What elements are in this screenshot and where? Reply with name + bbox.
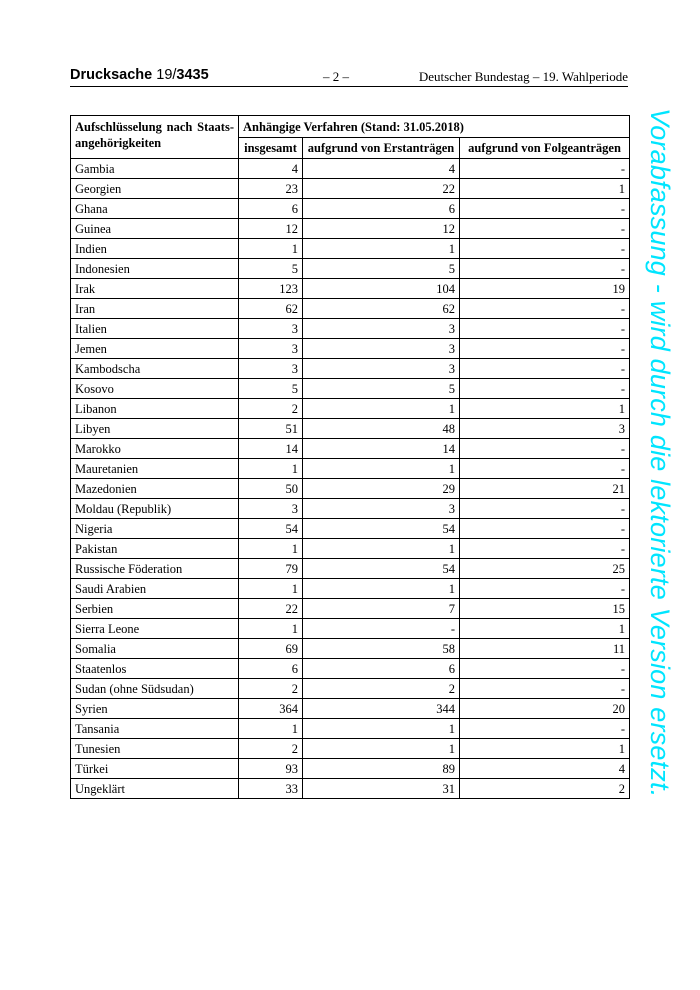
- cell-first: 3: [303, 499, 460, 519]
- table-row: [71, 259, 630, 279]
- cell-country: Syrien: [71, 699, 239, 719]
- table-row: [71, 219, 630, 239]
- cell-country: Iran: [71, 299, 239, 319]
- cell-total: 6: [239, 659, 303, 679]
- cell-follow: 25: [460, 559, 630, 579]
- cell-first: 6: [303, 199, 460, 219]
- table-row: [71, 579, 630, 599]
- cell-first: 2: [303, 679, 460, 699]
- header-follow-up-applications: aufgrund von Folgeanträgen: [460, 138, 630, 159]
- table-row: [71, 679, 630, 699]
- cell-country: Moldau (Republik): [71, 499, 239, 519]
- cell-total: 54: [239, 519, 303, 539]
- cell-country: Libanon: [71, 399, 239, 419]
- table-row: [71, 179, 630, 199]
- cell-follow: -: [460, 539, 630, 559]
- cell-follow: -: [460, 499, 630, 519]
- cell-country: Sudan (ohne Südsudan): [71, 679, 239, 699]
- cell-follow: -: [460, 519, 630, 539]
- table-row: [71, 539, 630, 559]
- cell-follow: 21: [460, 479, 630, 499]
- table-row: [71, 339, 630, 359]
- cell-first: 5: [303, 259, 460, 279]
- table-row: [71, 319, 630, 339]
- cell-first: 1: [303, 399, 460, 419]
- cell-country: Italien: [71, 319, 239, 339]
- cell-first: 1: [303, 239, 460, 259]
- cell-follow: 1: [460, 179, 630, 199]
- cell-follow: -: [460, 579, 630, 599]
- cell-total: 3: [239, 359, 303, 379]
- page-header: [70, 66, 628, 87]
- cell-country: Irak: [71, 279, 239, 299]
- table-row: [71, 459, 630, 479]
- cell-total: 3: [239, 319, 303, 339]
- cell-country: Serbien: [71, 599, 239, 619]
- table-row: [71, 419, 630, 439]
- cell-total: 123: [239, 279, 303, 299]
- cell-total: 6: [239, 199, 303, 219]
- doc-label: Drucksache: [70, 67, 153, 83]
- cell-country: Staatenlos: [71, 659, 239, 679]
- cell-country: Saudi Arabien: [71, 579, 239, 599]
- cell-total: 51: [239, 419, 303, 439]
- cell-country: Libyen: [71, 419, 239, 439]
- cell-follow: -: [460, 259, 630, 279]
- table-row: [71, 159, 630, 179]
- table-row: [71, 519, 630, 539]
- cell-first: 1: [303, 579, 460, 599]
- cell-first: -: [303, 619, 460, 639]
- table-row: [71, 239, 630, 259]
- cell-first: 31: [303, 779, 460, 799]
- cell-follow: -: [460, 459, 630, 479]
- cell-first: 3: [303, 359, 460, 379]
- cell-total: 1: [239, 539, 303, 559]
- cell-total: 79: [239, 559, 303, 579]
- cell-country: Indonesien: [71, 259, 239, 279]
- cell-follow: -: [460, 319, 630, 339]
- cell-follow: -: [460, 679, 630, 699]
- cell-total: 12: [239, 219, 303, 239]
- cell-first: 29: [303, 479, 460, 499]
- cell-follow: 15: [460, 599, 630, 619]
- cell-first: 7: [303, 599, 460, 619]
- table-row: [71, 359, 630, 379]
- table-row: [71, 779, 630, 799]
- cell-total: 1: [239, 459, 303, 479]
- cell-follow: 1: [460, 739, 630, 759]
- cell-total: 2: [239, 399, 303, 419]
- cell-country: Georgien: [71, 179, 239, 199]
- cell-total: 50: [239, 479, 303, 499]
- cell-total: 1: [239, 619, 303, 639]
- cell-first: 12: [303, 219, 460, 239]
- header-pending-proceedings: Anhängige Verfahren (Stand: 31.05.2018): [239, 116, 630, 138]
- cell-first: 344: [303, 699, 460, 719]
- table-row: [71, 279, 630, 299]
- cell-first: 54: [303, 519, 460, 539]
- cell-total: 33: [239, 779, 303, 799]
- cell-follow: -: [460, 659, 630, 679]
- cell-total: 2: [239, 679, 303, 699]
- cell-total: 14: [239, 439, 303, 459]
- cell-first: 54: [303, 559, 460, 579]
- cell-follow: 2: [460, 779, 630, 799]
- cell-total: 93: [239, 759, 303, 779]
- cell-country: Russische Föderation: [71, 559, 239, 579]
- cell-first: 3: [303, 319, 460, 339]
- cell-first: 5: [303, 379, 460, 399]
- cell-total: 23: [239, 179, 303, 199]
- cell-follow: -: [460, 219, 630, 239]
- cell-follow: 11: [460, 639, 630, 659]
- cell-country: Ghana: [71, 199, 239, 219]
- header-total: insgesamt: [239, 138, 303, 159]
- cell-country: Kosovo: [71, 379, 239, 399]
- cell-total: 364: [239, 699, 303, 719]
- table-row: [71, 599, 630, 619]
- draft-watermark: Vorabfassung - wird durch die lektorierte Version ersetzt.: [645, 108, 675, 798]
- cell-total: 2: [239, 739, 303, 759]
- cell-follow: 1: [460, 619, 630, 639]
- cell-country: Tunesien: [71, 739, 239, 759]
- cell-total: 1: [239, 719, 303, 739]
- cell-first: 1: [303, 739, 460, 759]
- cell-country: Kambodscha: [71, 359, 239, 379]
- cell-follow: -: [460, 439, 630, 459]
- cell-follow: -: [460, 719, 630, 739]
- cell-follow: -: [460, 199, 630, 219]
- cell-first: 58: [303, 639, 460, 659]
- cell-country: Marokko: [71, 439, 239, 459]
- cell-follow: 4: [460, 759, 630, 779]
- cell-follow: -: [460, 359, 630, 379]
- cell-first: 48: [303, 419, 460, 439]
- cell-follow: 20: [460, 699, 630, 719]
- cell-total: 4: [239, 159, 303, 179]
- cell-total: 3: [239, 499, 303, 519]
- table-row: [71, 719, 630, 739]
- table-row: [71, 379, 630, 399]
- publisher: Deutscher Bundestag – 19. Wahlperiode: [418, 69, 628, 84]
- cell-country: Tansania: [71, 719, 239, 739]
- cell-first: 1: [303, 719, 460, 739]
- cell-country: Guinea: [71, 219, 239, 239]
- table-row: [71, 399, 630, 419]
- cell-first: 3: [303, 339, 460, 359]
- cell-total: 3: [239, 339, 303, 359]
- cell-first: 6: [303, 659, 460, 679]
- cell-total: 62: [239, 299, 303, 319]
- doc-prefix: 19/: [156, 67, 177, 83]
- cell-country: Indien: [71, 239, 239, 259]
- cell-country: Gambia: [71, 159, 239, 179]
- cell-country: Mauretanien: [71, 459, 239, 479]
- cell-follow: 19: [460, 279, 630, 299]
- header-country: Aufschlüsselung nach Staatsangehörigkeiten: [71, 116, 239, 159]
- table-row: [71, 659, 630, 679]
- cell-total: 22: [239, 599, 303, 619]
- doc-number-value: 3435: [176, 67, 209, 83]
- cell-follow: -: [460, 239, 630, 259]
- table-row: [71, 479, 630, 499]
- cell-follow: 3: [460, 419, 630, 439]
- cell-follow: -: [460, 339, 630, 359]
- proceedings-table: [70, 115, 630, 799]
- cell-country: Türkei: [71, 759, 239, 779]
- table-row: [71, 199, 630, 219]
- cell-country: Jemen: [71, 339, 239, 359]
- cell-total: 1: [239, 239, 303, 259]
- cell-first: 104: [303, 279, 460, 299]
- cell-first: 22: [303, 179, 460, 199]
- table-row: [71, 499, 630, 519]
- cell-follow: -: [460, 379, 630, 399]
- cell-total: 5: [239, 379, 303, 399]
- table-row: [71, 639, 630, 659]
- cell-first: 62: [303, 299, 460, 319]
- cell-first: 1: [303, 539, 460, 559]
- cell-country: Somalia: [71, 639, 239, 659]
- cell-total: 69: [239, 639, 303, 659]
- cell-follow: -: [460, 159, 630, 179]
- cell-total: 1: [239, 579, 303, 599]
- cell-country: Pakistan: [71, 539, 239, 559]
- cell-country: Ungeklärt: [71, 779, 239, 799]
- cell-first: 1: [303, 459, 460, 479]
- table-body: [71, 159, 630, 799]
- cell-total: 5: [239, 259, 303, 279]
- table-row: [71, 699, 630, 719]
- table-row: [71, 759, 630, 779]
- table-row: [71, 619, 630, 639]
- table-row: [71, 439, 630, 459]
- page-number: – 2 –: [323, 69, 349, 84]
- cell-follow: 1: [460, 399, 630, 419]
- cell-first: 89: [303, 759, 460, 779]
- table-row: [71, 559, 630, 579]
- table-row: [71, 299, 630, 319]
- table-row: [71, 739, 630, 759]
- document-number: [70, 67, 209, 83]
- cell-country: Nigeria: [71, 519, 239, 539]
- header-first-applications: aufgrund von Erstanträgen: [303, 138, 460, 159]
- cell-country: Sierra Leone: [71, 619, 239, 639]
- cell-first: 4: [303, 159, 460, 179]
- cell-country: Mazedonien: [71, 479, 239, 499]
- cell-first: 14: [303, 439, 460, 459]
- cell-follow: -: [460, 299, 630, 319]
